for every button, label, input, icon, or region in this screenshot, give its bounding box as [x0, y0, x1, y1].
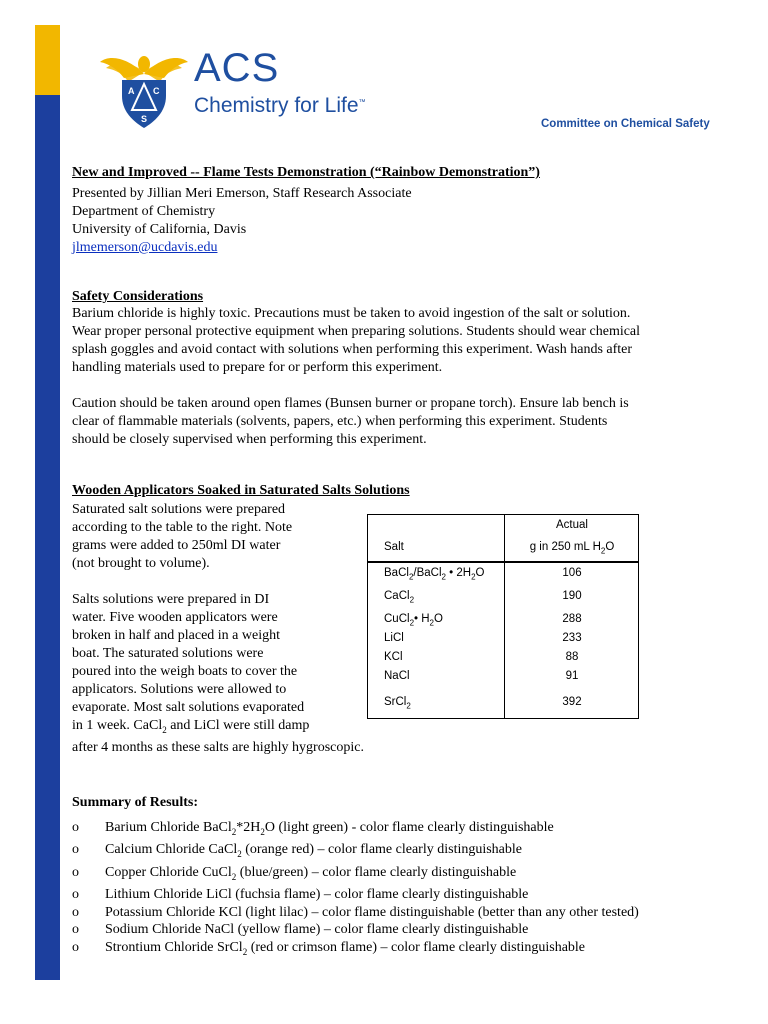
text-span: Strontium Chloride SrCl [105, 939, 243, 955]
text-line: poured into the weigh boats to cover the [72, 664, 298, 679]
subscript: 2 [237, 849, 242, 860]
table-header-separator [367, 561, 639, 563]
seal-letter-a: A [128, 86, 135, 96]
text-span: (orange red) – color flame clearly distinguishable [241, 842, 522, 858]
text-span: *2H [236, 820, 261, 835]
text-span: (blue/green) – color flame clearly distinguishable [236, 864, 517, 880]
document-title: New and Improved -- Flame Tests Demonstration (“Rainbow Demonstration”) [72, 165, 540, 180]
text-span: and LiCl were still damp [166, 718, 310, 733]
trademark: ™ [358, 99, 366, 106]
text-span: • H [414, 613, 430, 625]
acs-eagle-seal-icon [98, 44, 190, 130]
text-line: Barium chloride is highly toxic. Precautions must be taken to avoid ingestion of the salt or solution. [72, 306, 631, 321]
salt-bacl2 [384, 567, 485, 581]
salt-nacl: NaCl [384, 670, 410, 682]
text-line: clear of flammable materials (solvents, papers, etc.) when performing this experiment. Students [72, 414, 608, 429]
subscript: 2 [429, 618, 434, 628]
text-span: O [434, 613, 443, 625]
subscript: 2 [600, 546, 606, 556]
list-item [72, 904, 639, 922]
text-line: applicators. Solutions were allowed to [72, 682, 287, 697]
tagline-text: Chemistry for Life [194, 94, 359, 117]
text-span: SrCl [384, 696, 407, 708]
subscript: 2 [409, 618, 415, 628]
seal-letter-s: S [141, 114, 148, 124]
list-item [72, 864, 639, 886]
text-span: (red or crimson flame) – color flame clearly distinguishable [247, 939, 586, 955]
text-line: Saturated salt solutions were prepared [72, 502, 286, 517]
text-line: Caution should be taken around open flames (Bunsen burner or propane torch). Ensure lab bench is [72, 396, 629, 411]
text-span: O [475, 567, 485, 579]
text-line [72, 717, 392, 739]
list-item [72, 841, 639, 863]
subscript: 2 [441, 572, 446, 582]
value-cell: 106 [562, 567, 582, 579]
header-salt: Salt [384, 541, 404, 553]
item-text: Potassium Chloride KCl (light lilac) – color flame distinguishable (better than any other tested) [105, 904, 639, 920]
bullet-icon: o [72, 820, 79, 835]
summary-heading: Summary of Results: [72, 795, 198, 810]
item-text: Lithium Chloride LiCl (fuchsia flame) – color flame clearly distinguishable [105, 887, 529, 903]
text-span: CaCl [384, 590, 410, 602]
salt-cucl2 [384, 613, 443, 627]
text-line: grams were added to 250ml DI water [72, 538, 281, 553]
subscript: 2 [242, 946, 248, 957]
list-item [72, 921, 639, 939]
text-line: broken in half and placed in a weight [72, 628, 280, 643]
subscript: 2 [409, 595, 415, 605]
item-text [105, 939, 585, 961]
applicators-paragraph-2 [72, 591, 392, 757]
item-text [105, 841, 522, 863]
bullet-icon: o [72, 842, 79, 858]
text-line: after 4 months as these salts are highly hygroscopic. [72, 739, 364, 755]
salt-licl: LiCl [384, 632, 404, 644]
text-span: O [605, 541, 615, 553]
value-cell: 288 [562, 613, 582, 625]
subscript: 2 [260, 826, 265, 837]
subscript: 2 [162, 724, 167, 735]
acs-logo [98, 44, 366, 130]
header-grams [505, 541, 639, 555]
text-span: CuCl [384, 613, 410, 625]
salt-cacl2 [384, 590, 414, 604]
text-span: in 1 week. CaCl [72, 718, 163, 733]
subscript: 2 [406, 701, 411, 711]
text-line: Salts solutions were prepared in DI [72, 592, 270, 607]
summary-list [72, 819, 639, 961]
salt-kcl: KCl [384, 651, 403, 663]
value-cell: 392 [562, 696, 582, 708]
presenter: Presented by Jillian Meri Emerson, Staff Research Associate [72, 186, 412, 201]
text-span: BaCl [384, 567, 409, 579]
text-line: water. Five wooden applicators were [72, 610, 278, 625]
applicators-heading: Wooden Applicators Soaked in Saturated Salts Solutions [72, 483, 410, 498]
list-item [72, 886, 639, 904]
value-cell: 91 [565, 670, 579, 682]
subscript: 2 [231, 871, 237, 882]
text-span: Calcium Chloride CaCl [105, 842, 238, 858]
applicators-paragraph-1 [72, 501, 362, 573]
text-span: /BaCl [413, 567, 442, 579]
header-actual: Actual [556, 519, 588, 531]
salt-srcl2 [384, 696, 411, 710]
safety-heading: Safety Considerations [72, 289, 204, 304]
text-line: should be closely supervised when performing this experiment. [72, 432, 427, 447]
seal-letter-c: C [153, 86, 160, 96]
department: Department of Chemistry [72, 204, 216, 219]
text-span: Copper Chloride CuCl [105, 864, 232, 880]
logo-tagline [194, 90, 366, 119]
item-text [105, 864, 516, 886]
bullet-icon: o [72, 864, 79, 880]
text-line: Wear proper personal protective equipment when preparing solutions. Students should wear chemical [72, 324, 641, 339]
text-line: splash goggles and avoid contact with solutions when performing this experiment. Wash hands after [72, 342, 633, 357]
text-span: • 2H [445, 567, 472, 579]
sidebar-accent-yellow [35, 25, 60, 95]
sidebar-accent-blue [35, 95, 60, 980]
text-line: evaporate. Most salt solutions evaporated [72, 700, 305, 715]
item-text [105, 819, 554, 841]
bullet-icon: o [72, 887, 79, 903]
bullet-icon: o [72, 922, 79, 938]
logo-acs-text: ACS [194, 46, 280, 90]
value-cell: 233 [562, 632, 582, 644]
value-cell: 88 [565, 651, 579, 663]
text-line: (not brought to volume). [72, 556, 210, 571]
text-line: boat. The saturated solutions were [72, 646, 264, 661]
list-item [72, 819, 639, 841]
list-item [72, 939, 639, 961]
subscript: 2 [471, 572, 476, 582]
email-line [72, 239, 217, 257]
safety-paragraph-2 [72, 395, 702, 449]
value-cell: 190 [562, 590, 582, 602]
subscript: 2 [231, 826, 237, 837]
email-link[interactable]: jlmemerson@ucdavis.edu [72, 240, 218, 255]
text-span: g in 250 mL H [529, 541, 601, 553]
safety-paragraph-1 [72, 305, 702, 377]
bullet-icon: o [72, 904, 79, 920]
text-span: O (light green) - color flame clearly distinguishable [264, 820, 554, 835]
text-line: handling materials used to prepare for or perform this experiment. [72, 360, 443, 375]
bullet-icon: o [72, 939, 79, 955]
item-text: Sodium Chloride NaCl (yellow flame) – color flame clearly distinguishable [105, 922, 529, 938]
text-span: Barium Chloride BaCl [105, 820, 232, 835]
text-line: according to the table to the right. Note [72, 520, 293, 535]
committee-name: Committee on Chemical Safety [541, 118, 710, 130]
university: University of California, Davis [72, 222, 247, 237]
subscript: 2 [408, 572, 414, 582]
